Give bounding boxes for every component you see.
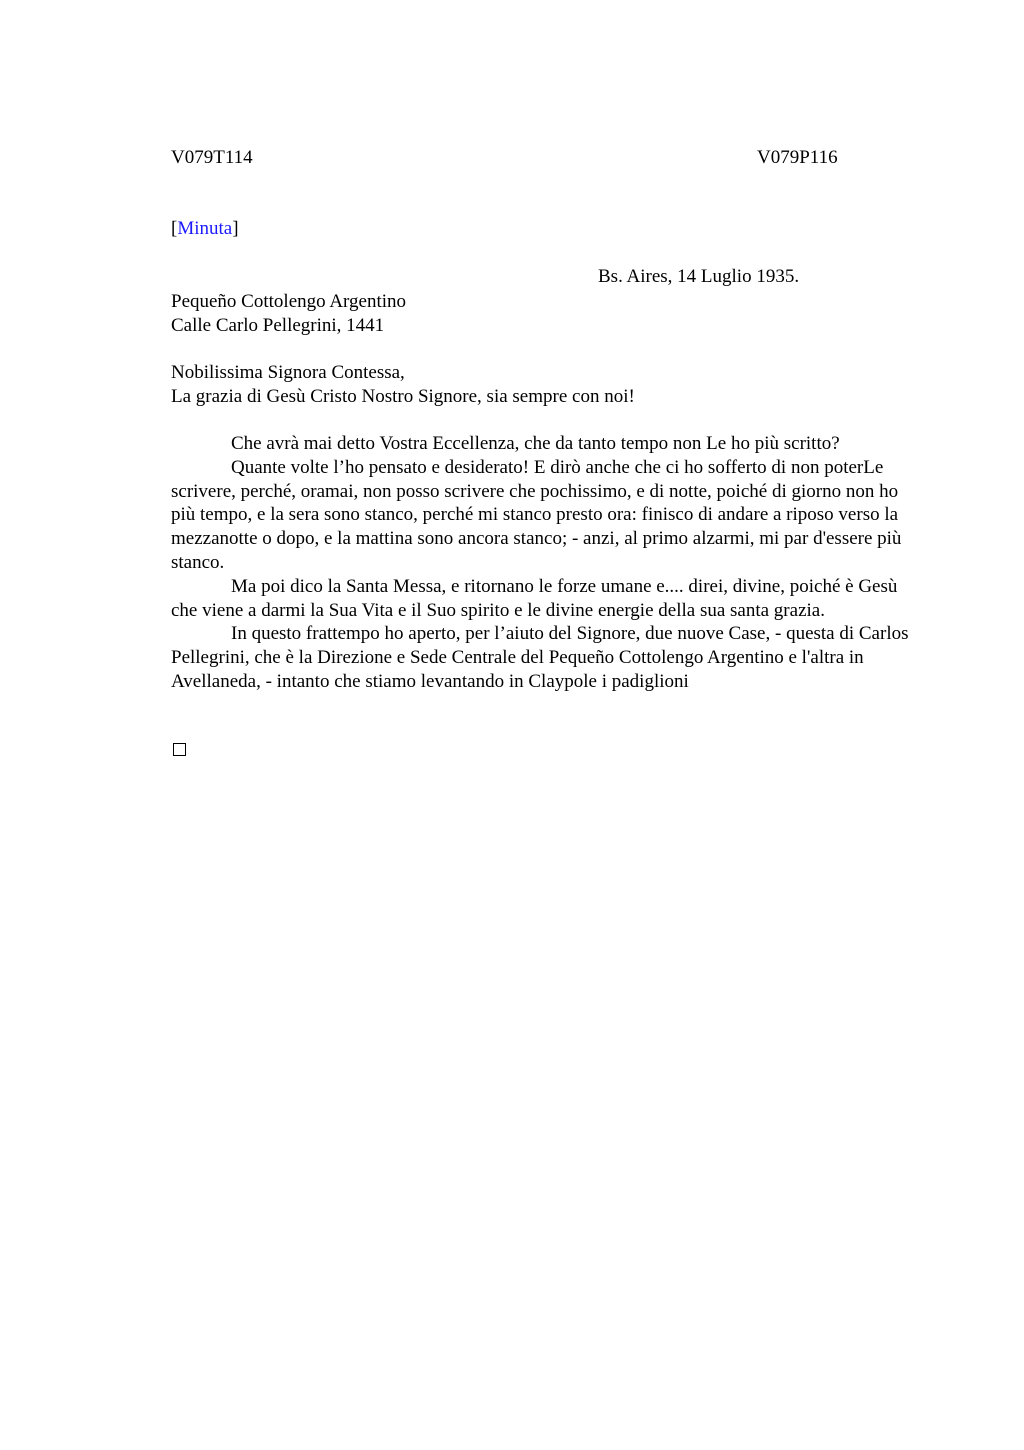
recipient-address bbox=[171, 290, 406, 338]
close-bracket: ] bbox=[232, 218, 239, 239]
document-code-left: V079T114 bbox=[171, 147, 253, 168]
salutation-line-1: Nobilissima Signora Contessa, bbox=[171, 362, 405, 383]
paragraph-4: In questo frattempo ho aperto, per l’aiuto del Signore, due nuove Case, - questa di Carlos Pellegrini, che è la Direzione e Sede Centrale del Pequeño Cottolengo Argentino e l'altra in Avellaneda, - intanto che stiamo levantando in Claypole i padiglioni bbox=[171, 623, 909, 692]
salutation-line-2: La grazia di Gesù Cristo Nostro Signore, sia sempre con noi! bbox=[171, 385, 635, 407]
document-code-right: V079P116 bbox=[757, 147, 838, 168]
paragraph-3: Ma poi dico la Santa Messa, e ritornano le forze umane e.... direi, divine, poiché è Gesù che viene a darmi la Sua Vita e il Suo spirito e le divine energie della sua santa grazia. bbox=[171, 575, 898, 621]
minuta-link[interactable]: Minuta bbox=[177, 218, 233, 239]
paragraph-2: Quante volte l’ho pensato e desiderato! E dirò anche che ci ho sofferto di non poterLe scrivere, perché, oramai, non posso scrivere che pochissimo, e di notte, poiché di giorno non ho più tempo, e la sera sono stanco, perché mi stanco presto ora: finisco di andare a riposo verso la mezzanotte o dopo, e la mattina sono ancora stanco; - anzi, al primo alzarmi, mi par d'essere più stanco. bbox=[171, 456, 902, 573]
salutation bbox=[171, 361, 635, 409]
document-page bbox=[171, 0, 916, 1450]
address-line-1: Pequeño Cottolengo Argentino bbox=[171, 291, 407, 312]
paragraph-1: Che avrà mai detto Vostra Eccellenza, che da tanto tempo non Le ho più scritto? bbox=[231, 433, 840, 454]
letter-date: Bs. Aires, 14 Luglio 1935. bbox=[598, 266, 800, 287]
letter-body bbox=[171, 432, 916, 694]
empty-square-icon bbox=[173, 743, 186, 756]
address-line-2: Calle Carlo Pellegrini, 1441 bbox=[171, 314, 385, 336]
minuta-annotation bbox=[171, 218, 239, 240]
open-bracket: [ bbox=[171, 218, 178, 239]
